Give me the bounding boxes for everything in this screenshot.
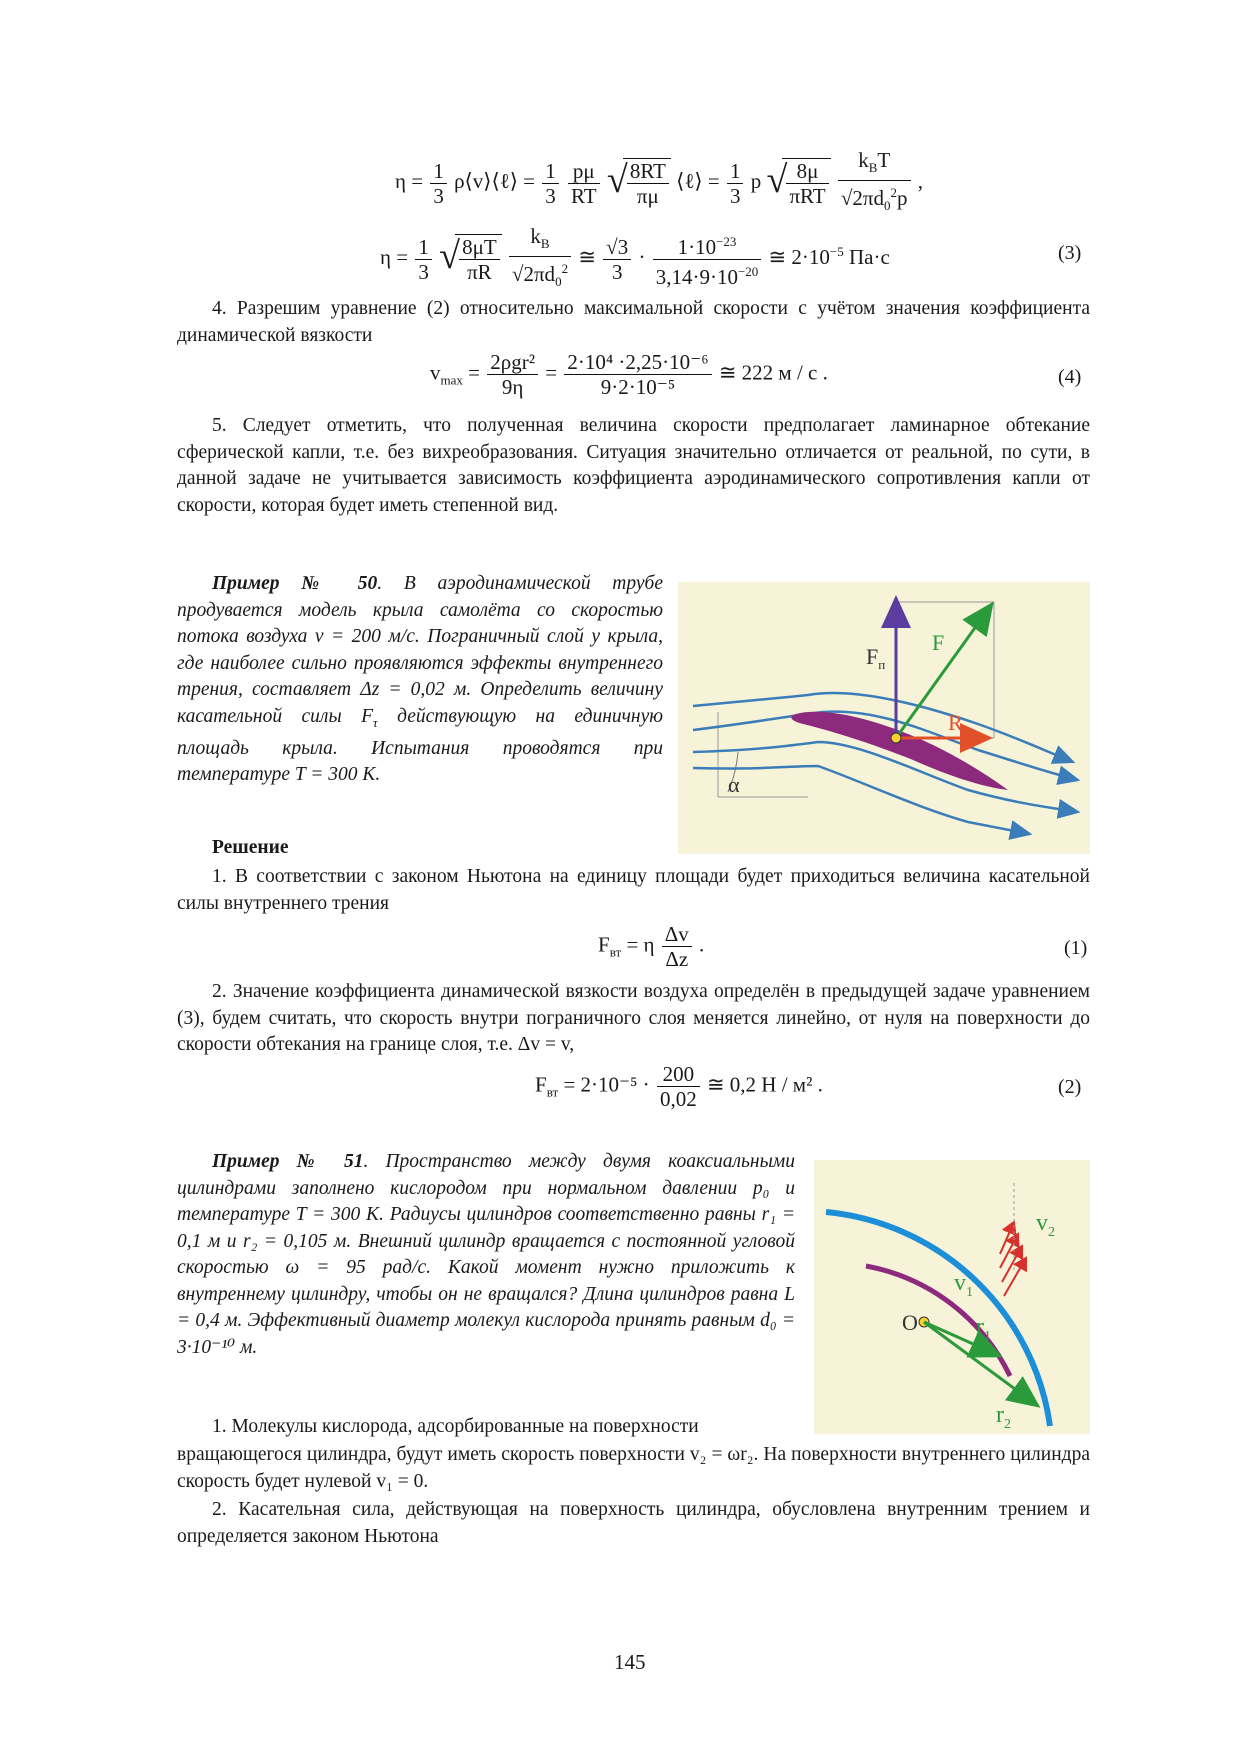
text-2: 2. Касательная сила, действующая на поверхность цилиндра, обусловлена внутренним трением и определяется законом Ньютона	[177, 1499, 1090, 1547]
equation-4-number: (4)	[1058, 366, 1082, 388]
equation-s1-number: (1)	[1064, 937, 1088, 959]
equation-s2: $F_{вт} = 2\cdot 10^{-5}$ · $\frac{200}{0,02}$ ≅ 0,2 Н / м² .	[535, 1062, 823, 1111]
wing-figure	[678, 582, 1090, 854]
equation-3-line-1: η = $\frac{1}{3}$ ρ⟨v⟩⟨ℓ⟩ = $\frac{1}{3}$ $\frac{p\mu}{RT}$ √ $\frac{8RT}{\pi\mu}$ ⟨ℓ⟩ = $\frac{1}{3}$ p √ $\frac{8\mu}{\text{πRT}}$ $\frac{k_BT}{√2\pi d_0^2p}$ ,	[395, 148, 923, 218]
label-v1: $v_1$	[954, 1270, 973, 1300]
text-1-part-b: вращающегося цилиндра, будут иметь скорость поверхности v₂ = ωr₂. На поверхности внутреннего цилиндра скорость будет нулевой v₁ = 0.	[177, 1444, 1090, 1492]
example-51-label: Пример № 51	[212, 1151, 364, 1172]
force-origin-point	[891, 733, 901, 743]
example-51-text: Пример № 51. Пространство между двумя коаксиальными цилиндрами заполнено кислородом при нормальном давлении p₀ и температуре T = 300 K. Радиусы цилиндров соответственно равны r₁ = 0,1 м и r₂ = 0,105 м. Внешний цилиндр вращается с постоянной угловой скоростью ω = 95 рад/с. Какой момент нужно приложить к внутреннему цилиндру, чтобы он не вращался? Длина цилиндров равна L = 0,4 м. Эффективный диаметр молекул кислорода принять равным d₀ = 3·10⁻¹⁰ м.	[177, 1151, 796, 1358]
label-v2: $v_2$	[1036, 1210, 1055, 1240]
example-50-label: Пример № 50	[212, 573, 378, 594]
solution-paragraph-2: 2. Значение коэффициента динамической вязкости воздуха определён в предыдущей задаче уравнением (3), будем считать, что скорость внутри пограничного слоя меняется линейно, от нуля на поверхности до скорости обтекания на границе слоя, т.е. Δv = v,	[177, 981, 1090, 1055]
label-fn: $F_п$	[866, 644, 886, 672]
text-1-part-a: 1. Молекулы кислорода, адсорбированные на поверхности	[212, 1416, 699, 1437]
label-f: F	[932, 630, 945, 655]
label-o: O	[902, 1310, 918, 1335]
page-number: 145	[614, 1650, 646, 1674]
label-r2: $r_2$	[996, 1402, 1011, 1432]
label-r: R	[948, 710, 963, 735]
equation-s2-number: (2)	[1058, 1076, 1082, 1098]
solution-paragraph-1: 1. В соответствии с законом Ньютона на единицу площади будет приходиться величина касательной силы внутреннего трения	[177, 866, 1090, 914]
equation-3-line-2: η = $\frac{1}{3}$ √ $\frac{8\mu T}{\pi R}$ $\frac{k_B}{√2\pi d_0^2}$ ≅ $\frac{√3}{3}$ · $\frac{1\cdot 10^{-23}}{3,14\cdot 9\cdot 10^{-20}}$ ≅ $2\cdot 10^{-5}$ Па·с	[380, 224, 890, 294]
figure-background	[814, 1160, 1090, 1434]
label-r1: $r_1$	[976, 1314, 991, 1344]
equation-4: $v_{max}$ = $\frac{\text{2ρgr²}}{9\eta}$ = $\frac{\text{2·10⁴ ·2,25·10⁻⁶}}{\text{9·2·10⁻⁵}}$ ≅ 222 м / с .	[430, 350, 828, 399]
label-alpha: α	[728, 772, 740, 797]
paragraph-4: 4. Разрешим уравнение (2) относительно максимальной скорости с учётом значения коэффициента динамической вязкости	[177, 298, 1090, 346]
example-50-text: Пример № 50. В аэродинамической трубе продувается модель крыла самолёта со скоростью потока воздуха v = 200 м/с. Пограничный слой у крыла, где наиболее сильно проявляются эффекты внутреннего трения, составляет Δz = 0,02 м. Определить величину касательной силы $F_\tau$ действующую на единичную площадь крыла. Испытания проводятся при температуре T = 300 K.	[177, 573, 663, 786]
equation-s1: $F_{вт} = \eta$ $\frac{\Delta v}{\Delta z}$ .	[598, 922, 705, 971]
cylinders-figure	[814, 1160, 1090, 1434]
solution-heading: Решение	[212, 837, 289, 858]
paragraph-5: 5. Следует отметить, что полученная величина скорости предполагает ламинарное обтекание сферической капли, т.е. без вихреобразования. Ситуация значительно отличается от реальной, по сути, в данной задаче не учитывается зависимость коэффициента аэродинамического сопротивления капли от скорости, которая будет иметь степенной вид.	[177, 415, 1090, 516]
equation-3-number: (3)	[1058, 242, 1082, 264]
